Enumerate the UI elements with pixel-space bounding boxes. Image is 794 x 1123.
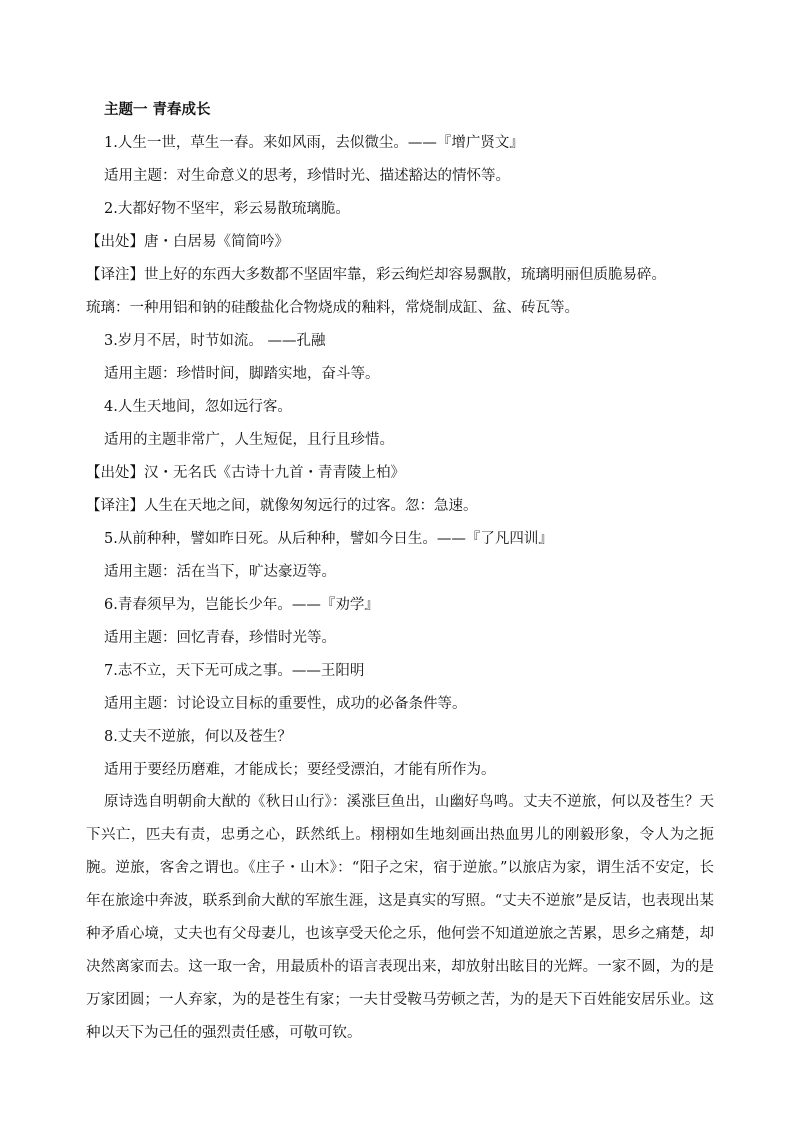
annotation-2: 【译注】世上好的东西大多数都不坚固牢靠，彩云绚烂却容易飘散，琉璃明丽但质脆易碎。 bbox=[86, 267, 666, 283]
commentary-paragraph: 原诗选自明朝俞大猷的《秋日山行》：溪涨巨鱼出，山幽好鸟鸣。丈夫不逆旅，何以及苍生？天下兴亡，匹夫有责，忠勇之心，跃然纸上。栩栩如生地刻画出热血男儿的刚毅形象，令人为之扼腕。逆旅，客舍之谓也。《庄子・山木》：“阳子之宋，宿于逆旅。”以旅店为家，谓生活不安定，长年在旅途中奔波，联系到俞大猷的军旅生涯，这是真实的写照。“丈夫不逆旅”是反诘，也表现出某种矛盾心境，丈夫也有父母妻儿，也该享受天伦之乐，他何尝不知道逆旅之苦累，思乡之痛楚，却决然离家而去。这一取一舍，用最质朴的语言表现出来，却放射出眩目的光辉。一家不圆，为的是万家团圆；一人弃家，为的是苍生有家；一夫甘受鞍马劳顿之苦，为的是天下百姓能安居乐业。这种以天下为己任的强烈责任感，可敬可钦。 bbox=[86, 794, 714, 1041]
quote-6: 6.青春须早为，岂能长少年。——『劝学』 bbox=[104, 597, 379, 613]
theme-7: 适用主题：讨论设立目标的重要性，成功的必备条件等。 bbox=[104, 696, 467, 712]
section-heading: 主题一 青春成长 bbox=[104, 102, 211, 118]
annotation-2-cont: 琉璃：一种用铝和钠的硅酸盐化合物烧成的釉料，常烧制成缸、盆、砖瓦等。 bbox=[86, 300, 579, 316]
theme-1: 适用主题：对生命意义的思考，珍惜时光、描述豁达的情怀等。 bbox=[104, 168, 510, 184]
quote-7: 7.志不立，天下无可成之事。——王阳明 bbox=[104, 663, 365, 679]
source-2: 【出处】唐・白居易《简简吟》 bbox=[86, 234, 289, 250]
theme-8: 适用于要经历磨难，才能成长；要经受漂泊，才能有所作为。 bbox=[104, 762, 496, 778]
quote-2: 2.大都好物不坚牢，彩云易散琉璃脆。 bbox=[104, 201, 350, 217]
quote-4: 4.人生天地间，忽如远行客。 bbox=[104, 399, 292, 415]
quote-8: 8.丈夫不逆旅，何以及苍生？ bbox=[104, 729, 292, 745]
annotation-4: 【译注】人生在天地之间，就像匆匆远行的过客。忽：急速。 bbox=[86, 498, 478, 514]
theme-4: 适用的主题非常广，人生短促，且行且珍惜。 bbox=[104, 432, 394, 448]
quote-3: 3.岁月不居，时节如流。 ——孔融 bbox=[104, 333, 326, 349]
theme-5: 适用主题：活在当下，旷达豪迈等。 bbox=[104, 564, 336, 580]
theme-3: 适用主题：珍惜时间，脚踏实地，奋斗等。 bbox=[104, 366, 380, 382]
theme-6: 适用主题：回忆青春，珍惜时光等。 bbox=[104, 630, 336, 646]
source-4: 【出处】汉・无名氏《古诗十九首・青青陵上柏》 bbox=[86, 465, 405, 481]
quote-1: 1.人生一世，草生一春。来如风雨，去似微尘。——『增广贤文』 bbox=[104, 135, 524, 151]
quote-5: 5.从前种种，譬如昨日死。从后种种，譬如今日生。——『了凡四训』 bbox=[104, 531, 553, 547]
